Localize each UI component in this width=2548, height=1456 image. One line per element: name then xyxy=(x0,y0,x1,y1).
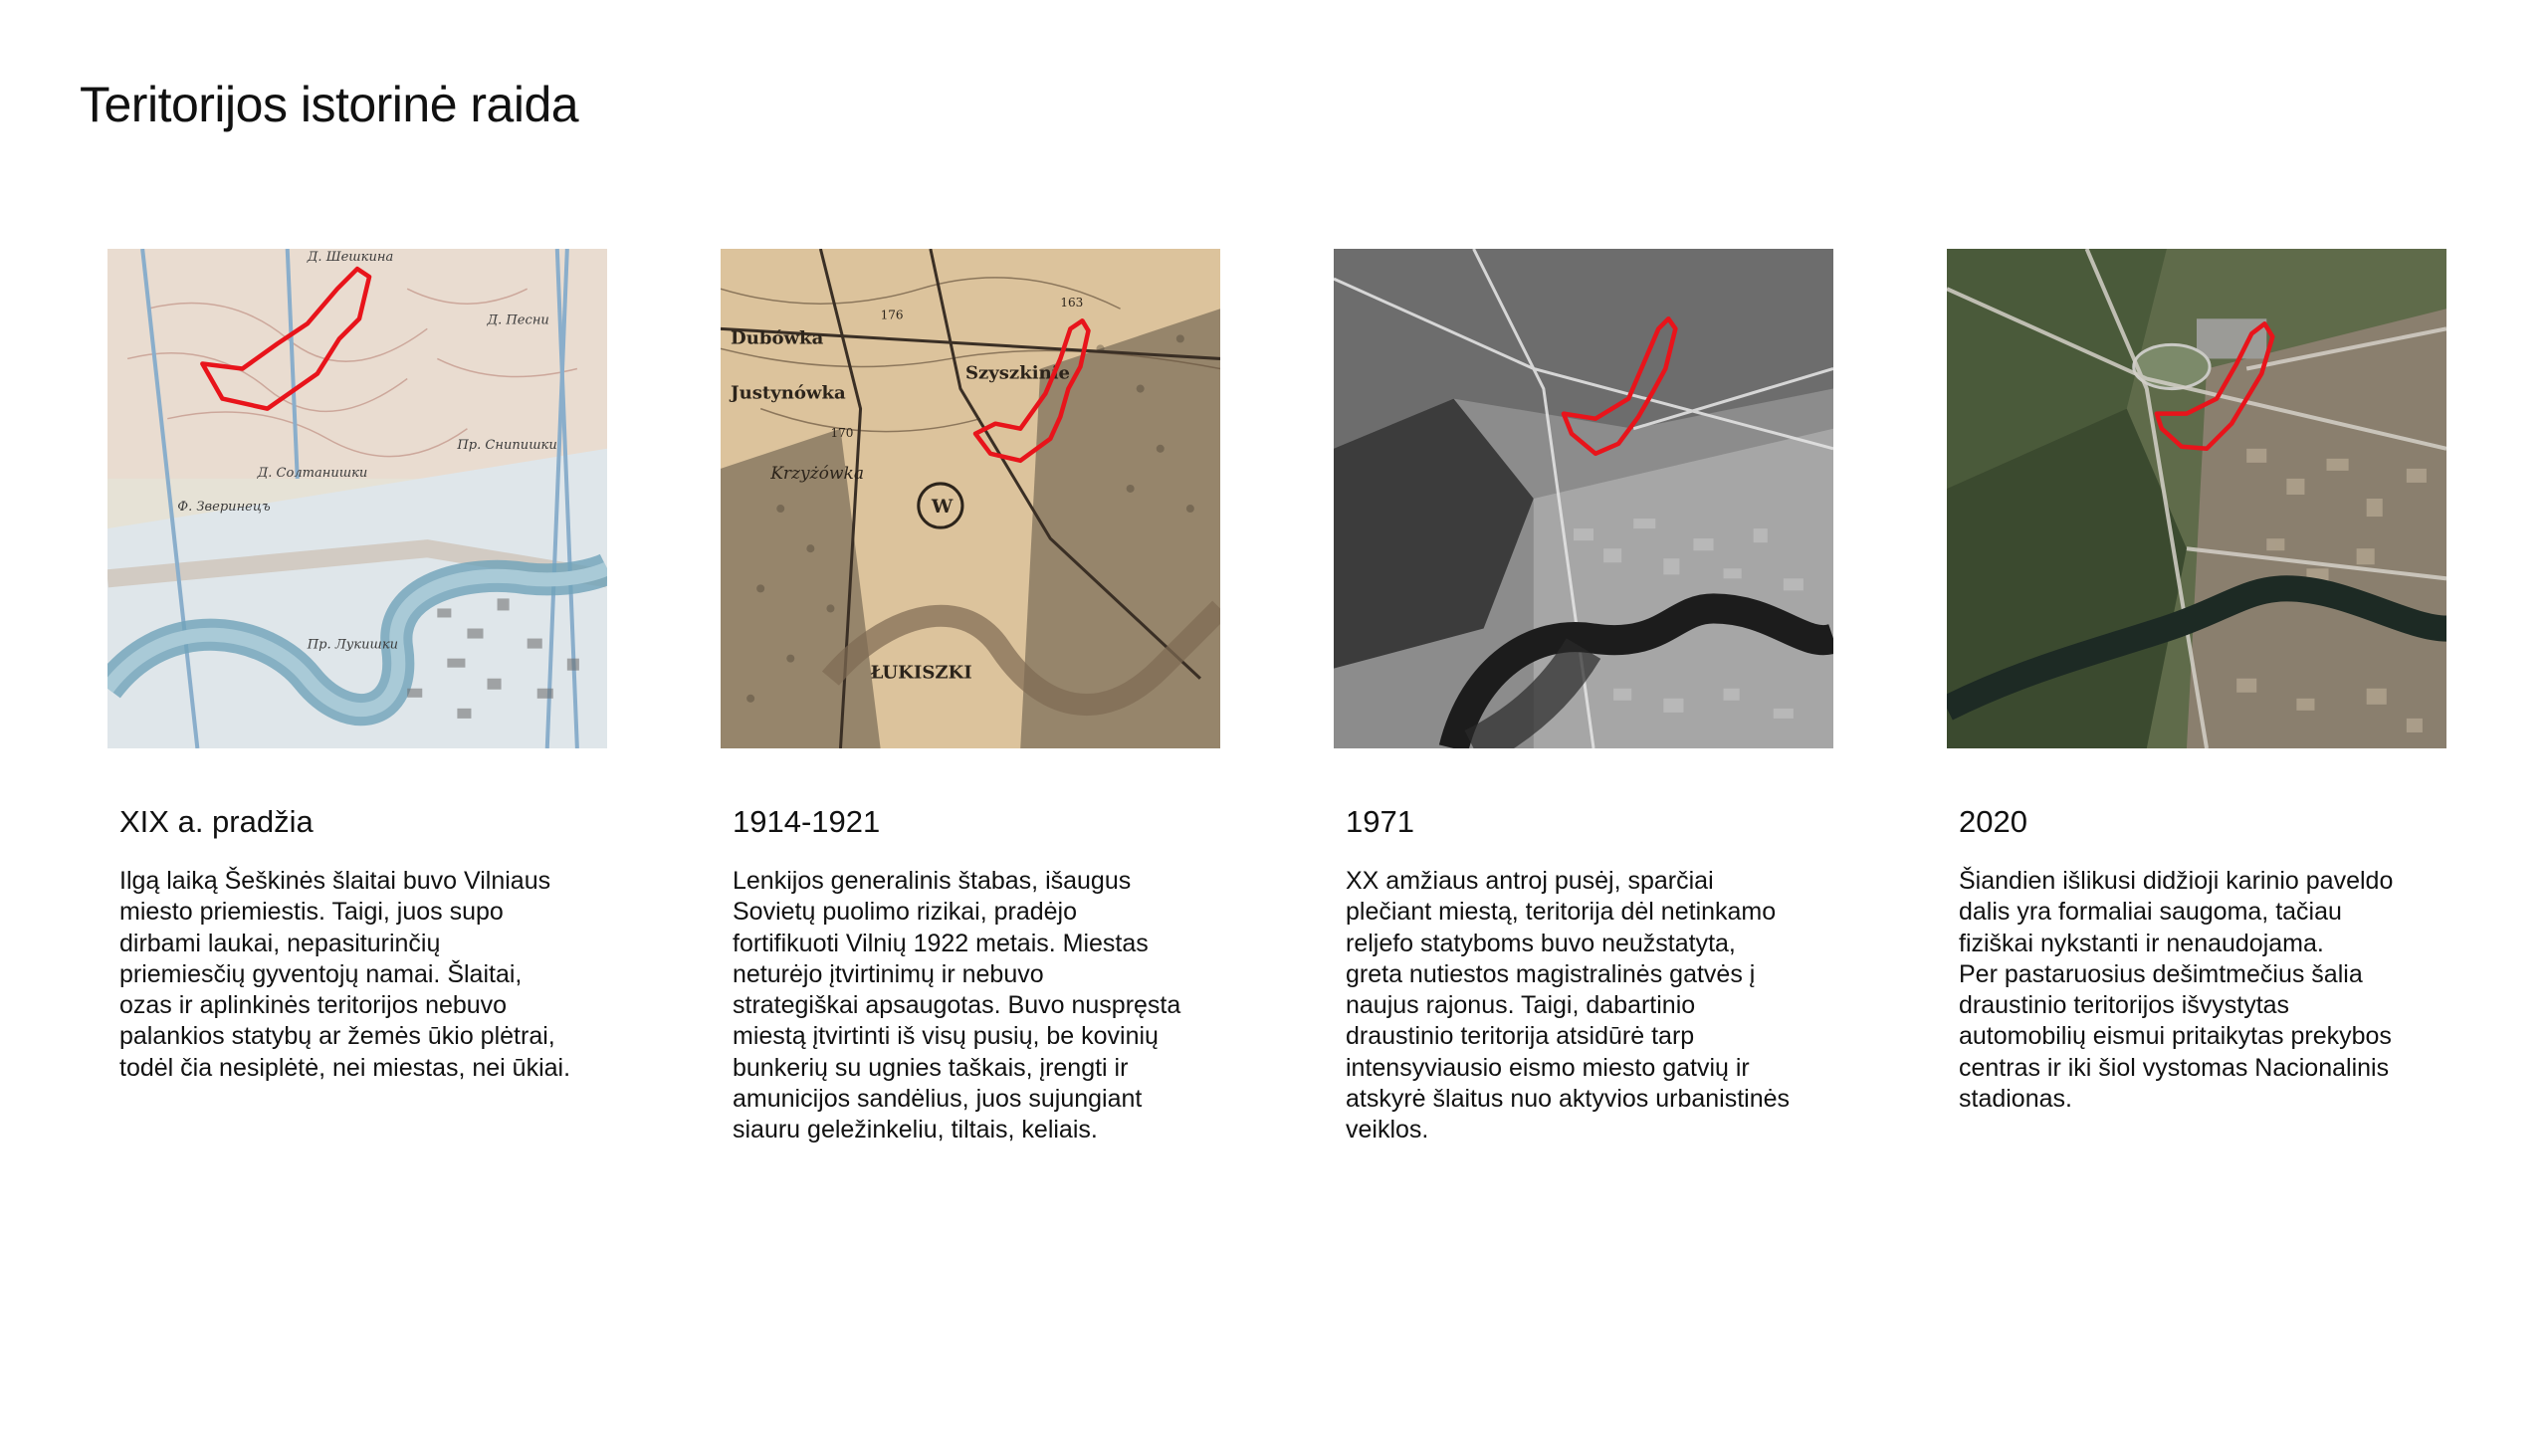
period-description: Lenkijos generalinis štabas, išaugus Sovietų puolimo rizikai, pradėjo fortifikuoti Vilnių 1922 metais. Miestas neturėjo įtvirtinimų ir nebuvo strategiškai apsaugotas. Buvo nuspręsta miestą įtvirtinti iš visų pusių, be kovinių bunkerių su ugnies taškais, įrengti ir amunicijos sandėlius, juos sujungiant siauru geležinkeliu, tiltais, keliais. xyxy=(733,867,1181,1144)
period-description: Ilgą laiką Šeškinės šlaitai buvo Vilniaus miesto priemiestis. Taigi, juos supo dirbami laukai, nepasiturinčių priemiesčių gyventojų namai. Šlaitai, ozas ir aplinkinės teritorijos nebuvo palankios statybų ar žemės ūkio plėtrai, todėl čia nesiplėtė, nei miestas, nei ūkiai. xyxy=(119,867,571,1082)
period-title: 2020 xyxy=(1959,804,2027,839)
period-title: XIX a. pradžia xyxy=(119,804,314,839)
aerial-photo-1971-graphic xyxy=(1334,249,1833,748)
map-label: Dubówka xyxy=(731,327,824,349)
aerial-photo-1971 xyxy=(1334,249,1833,748)
map-label: W xyxy=(931,496,954,519)
period-column-1971 xyxy=(1334,249,1841,1144)
period-title: 1914-1921 xyxy=(733,804,881,839)
period-description: Šiandien išlikusi didžioji karinio paveldo dalis yra formaliai saugoma, tačiau fiziškai nykstanti ir nenaudojama. Per pastaruosius dešimtmečius šalia draustinio teritorijos išvystytas automobilių eismui pritaikytas prekybos centras ir iki šiol vystomas Nacionalinis stadionas. xyxy=(1959,867,2394,1114)
map-label: Krzyżówka xyxy=(770,463,865,484)
map-label: Пр. Лукишки xyxy=(307,637,399,653)
map-label: ŁUKISZKI xyxy=(870,662,972,684)
aerial-photo-2020 xyxy=(1947,249,2446,748)
period-title: 1971 xyxy=(1346,804,1414,839)
map-label: Д. Шешкина xyxy=(307,250,394,266)
map-label: Пр. Снипишки xyxy=(457,437,557,453)
historic-map-19th-century xyxy=(107,249,607,748)
historic-map-19th-century-graphic xyxy=(107,249,607,748)
map-label: Justynówka xyxy=(731,382,846,404)
historic-map-1914-1921-graphic xyxy=(721,249,1220,748)
map-label: Szyszkinie xyxy=(964,362,1071,384)
period-column-19th-century xyxy=(107,249,615,1082)
map-label: Ф. Зверинецъ xyxy=(177,500,271,516)
map-label: 176 xyxy=(880,308,904,322)
page-title: Teritorijos istorinė raida xyxy=(80,77,579,132)
period-column-1914-1921 xyxy=(721,249,1228,1144)
aerial-photo-2020-graphic xyxy=(1947,249,2446,748)
historic-map-1914-1921 xyxy=(721,249,1220,748)
map-label: 163 xyxy=(1060,296,1084,311)
period-description: XX amžiaus antroj pusėj, sparčiai plečiant miestą, teritorija dėl netinkamo reljefo statyboms buvo neužstatyta, greta nutiestos magistralinės gatvės į naujus rajonus. Taigi, dabartinio draustinio teritorija atsidūrė tarp intensyviausio eismo miesto gatvių ir atskyrė šlaitus nuo aktyvios urbanistinės veiklos. xyxy=(1346,867,1791,1144)
map-label: Д. Солтанишки xyxy=(257,465,368,481)
map-label: Д. Песни xyxy=(487,312,549,328)
map-label: 170 xyxy=(830,425,854,440)
period-column-2020 xyxy=(1947,249,2454,1114)
